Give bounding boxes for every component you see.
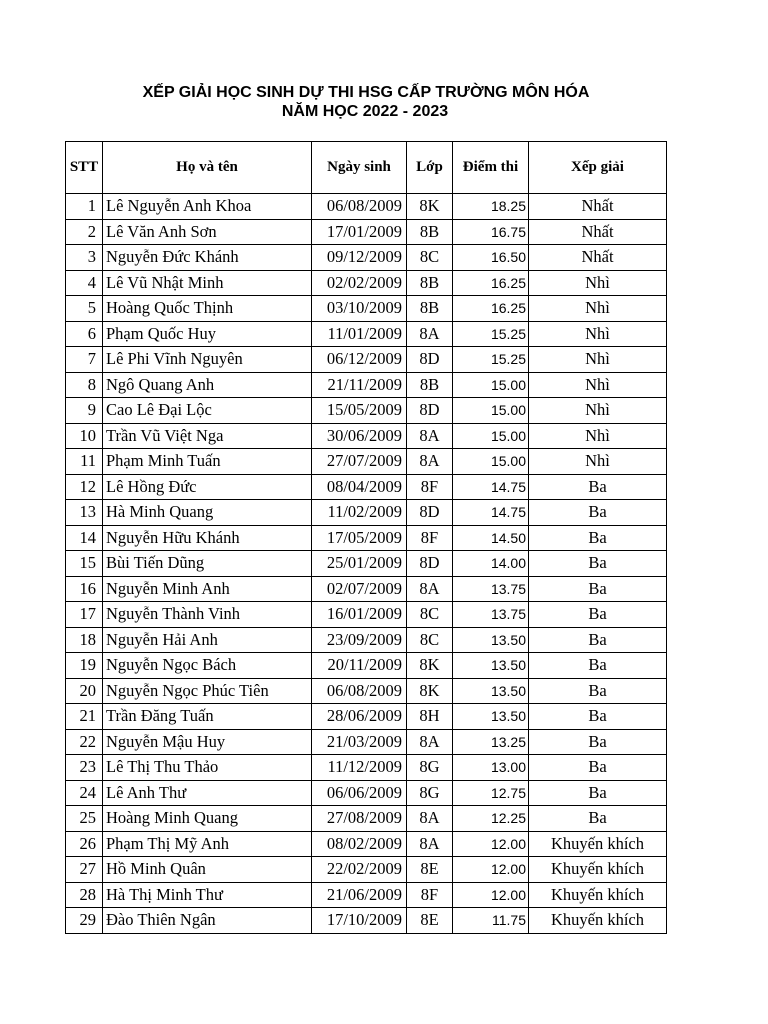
cell-dob: 17/01/2009 [312, 219, 407, 245]
cell-name: Ngô Quang Anh [103, 372, 312, 398]
cell-dob: 21/03/2009 [312, 729, 407, 755]
cell-dob: 09/12/2009 [312, 245, 407, 271]
cell-dob: 03/10/2009 [312, 296, 407, 322]
cell-dob: 06/12/2009 [312, 347, 407, 373]
cell-dob: 15/05/2009 [312, 398, 407, 424]
cell-award: Nhì [529, 398, 667, 424]
table-row [66, 908, 667, 934]
table-row [66, 474, 667, 500]
cell-name: Lê Phi Vĩnh Nguyên [103, 347, 312, 373]
cell-name: Hà Thị Minh Thư [103, 882, 312, 908]
cell-award: Ba [529, 704, 667, 730]
cell-class: 8K [407, 194, 453, 220]
cell-name: Nguyễn Đức Khánh [103, 245, 312, 271]
cell-score: 16.25 [453, 270, 529, 296]
table-row [66, 678, 667, 704]
cell-score: 14.75 [453, 500, 529, 526]
cell-dob: 06/08/2009 [312, 678, 407, 704]
cell-score: 15.00 [453, 423, 529, 449]
cell-name: Phạm Thị Mỹ Anh [103, 831, 312, 857]
cell-stt: 6 [66, 321, 103, 347]
cell-class: 8E [407, 857, 453, 883]
cell-award: Nhì [529, 347, 667, 373]
table-header-row [66, 142, 667, 194]
cell-score: 13.25 [453, 729, 529, 755]
cell-score: 15.00 [453, 449, 529, 475]
table-row [66, 270, 667, 296]
header-award: Xếp giải [529, 142, 667, 194]
cell-name: Nguyễn Hữu Khánh [103, 525, 312, 551]
table-row [66, 398, 667, 424]
cell-name: Hà Minh Quang [103, 500, 312, 526]
cell-award: Khuyến khích [529, 831, 667, 857]
cell-name: Hồ Minh Quân [103, 857, 312, 883]
cell-class: 8E [407, 908, 453, 934]
cell-stt: 9 [66, 398, 103, 424]
cell-score: 13.50 [453, 678, 529, 704]
cell-dob: 08/02/2009 [312, 831, 407, 857]
table-row [66, 449, 667, 475]
table-row [66, 219, 667, 245]
cell-stt: 12 [66, 474, 103, 500]
cell-class: 8B [407, 372, 453, 398]
cell-class: 8A [407, 729, 453, 755]
table-row [66, 347, 667, 373]
cell-stt: 14 [66, 525, 103, 551]
cell-dob: 25/01/2009 [312, 551, 407, 577]
cell-stt: 5 [66, 296, 103, 322]
table-row [66, 296, 667, 322]
cell-score: 12.00 [453, 882, 529, 908]
cell-class: 8A [407, 449, 453, 475]
cell-name: Cao Lê Đại Lộc [103, 398, 312, 424]
cell-dob: 20/11/2009 [312, 653, 407, 679]
cell-award: Ba [529, 806, 667, 832]
cell-score: 18.25 [453, 194, 529, 220]
cell-dob: 06/08/2009 [312, 194, 407, 220]
header-name: Họ và tên [103, 142, 312, 194]
cell-dob: 27/07/2009 [312, 449, 407, 475]
cell-stt: 23 [66, 755, 103, 781]
cell-award: Ba [529, 678, 667, 704]
cell-award: Ba [529, 627, 667, 653]
cell-dob: 17/10/2009 [312, 908, 407, 934]
cell-dob: 21/11/2009 [312, 372, 407, 398]
cell-class: 8B [407, 270, 453, 296]
cell-award: Ba [529, 755, 667, 781]
table-row [66, 831, 667, 857]
cell-class: 8B [407, 219, 453, 245]
cell-score: 13.50 [453, 653, 529, 679]
table-row [66, 653, 667, 679]
cell-award: Nhì [529, 321, 667, 347]
cell-dob: 08/04/2009 [312, 474, 407, 500]
cell-dob: 23/09/2009 [312, 627, 407, 653]
cell-award: Nhì [529, 423, 667, 449]
cell-class: 8H [407, 704, 453, 730]
cell-class: 8C [407, 627, 453, 653]
cell-award: Nhất [529, 194, 667, 220]
cell-name: Lê Nguyễn Anh Khoa [103, 194, 312, 220]
cell-score: 15.00 [453, 398, 529, 424]
cell-stt: 27 [66, 857, 103, 883]
cell-class: 8C [407, 602, 453, 628]
cell-score: 12.00 [453, 857, 529, 883]
cell-class: 8K [407, 678, 453, 704]
cell-dob: 17/05/2009 [312, 525, 407, 551]
cell-stt: 15 [66, 551, 103, 577]
cell-dob: 11/01/2009 [312, 321, 407, 347]
cell-score: 14.75 [453, 474, 529, 500]
cell-class: 8D [407, 551, 453, 577]
cell-class: 8D [407, 398, 453, 424]
cell-stt: 22 [66, 729, 103, 755]
cell-stt: 19 [66, 653, 103, 679]
cell-score: 14.50 [453, 525, 529, 551]
cell-award: Ba [529, 474, 667, 500]
cell-score: 13.50 [453, 704, 529, 730]
table-row [66, 576, 667, 602]
cell-award: Nhì [529, 449, 667, 475]
cell-award: Ba [529, 780, 667, 806]
cell-class: 8A [407, 831, 453, 857]
cell-score: 15.25 [453, 347, 529, 373]
cell-dob: 16/01/2009 [312, 602, 407, 628]
results-table [65, 141, 667, 934]
cell-name: Nguyễn Hải Anh [103, 627, 312, 653]
cell-class: 8F [407, 474, 453, 500]
cell-name: Hoàng Minh Quang [103, 806, 312, 832]
cell-award: Nhất [529, 219, 667, 245]
cell-class: 8A [407, 576, 453, 602]
cell-dob: 11/12/2009 [312, 755, 407, 781]
cell-name: Trần Vũ Việt Nga [103, 423, 312, 449]
cell-award: Ba [529, 576, 667, 602]
cell-score: 12.25 [453, 806, 529, 832]
cell-name: Nguyễn Minh Anh [103, 576, 312, 602]
cell-award: Ba [529, 500, 667, 526]
cell-score: 16.75 [453, 219, 529, 245]
cell-name: Bùi Tiến Dũng [103, 551, 312, 577]
cell-class: 8G [407, 755, 453, 781]
cell-stt: 25 [66, 806, 103, 832]
cell-stt: 21 [66, 704, 103, 730]
table-row [66, 525, 667, 551]
cell-stt: 13 [66, 500, 103, 526]
cell-score: 13.50 [453, 627, 529, 653]
cell-score: 16.25 [453, 296, 529, 322]
cell-award: Ba [529, 729, 667, 755]
cell-dob: 22/02/2009 [312, 857, 407, 883]
cell-stt: 20 [66, 678, 103, 704]
cell-score: 14.00 [453, 551, 529, 577]
cell-score: 15.25 [453, 321, 529, 347]
cell-stt: 4 [66, 270, 103, 296]
cell-award: Khuyến khích [529, 908, 667, 934]
cell-score: 13.00 [453, 755, 529, 781]
cell-class: 8F [407, 525, 453, 551]
cell-score: 11.75 [453, 908, 529, 934]
cell-name: Lê Thị Thu Thảo [103, 755, 312, 781]
table-row [66, 500, 667, 526]
cell-name: Nguyễn Ngọc Bách [103, 653, 312, 679]
cell-award: Nhất [529, 245, 667, 271]
cell-dob: 11/02/2009 [312, 500, 407, 526]
table-row [66, 627, 667, 653]
header-stt: STT [66, 142, 103, 194]
header-dob: Ngày sinh [312, 142, 407, 194]
cell-award: Ba [529, 551, 667, 577]
cell-score: 16.50 [453, 245, 529, 271]
cell-award: Nhì [529, 296, 667, 322]
cell-award: Ba [529, 653, 667, 679]
cell-class: 8A [407, 423, 453, 449]
cell-award: Khuyến khích [529, 882, 667, 908]
cell-award: Nhì [529, 372, 667, 398]
cell-class: 8B [407, 296, 453, 322]
cell-name: Lê Vũ Nhật Minh [103, 270, 312, 296]
table-row [66, 704, 667, 730]
cell-class: 8D [407, 500, 453, 526]
cell-name: Lê Anh Thư [103, 780, 312, 806]
table-row [66, 602, 667, 628]
cell-award: Ba [529, 602, 667, 628]
cell-name: Phạm Quốc Huy [103, 321, 312, 347]
cell-name: Hoàng Quốc Thịnh [103, 296, 312, 322]
cell-class: 8A [407, 806, 453, 832]
table-row [66, 729, 667, 755]
cell-score: 12.00 [453, 831, 529, 857]
cell-stt: 8 [66, 372, 103, 398]
table-body [66, 194, 667, 934]
cell-stt: 2 [66, 219, 103, 245]
cell-stt: 16 [66, 576, 103, 602]
cell-dob: 30/06/2009 [312, 423, 407, 449]
cell-name: Đào Thiên Ngân [103, 908, 312, 934]
table-row [66, 882, 667, 908]
cell-stt: 10 [66, 423, 103, 449]
cell-name: Phạm Minh Tuấn [103, 449, 312, 475]
cell-name: Lê Văn Anh Sơn [103, 219, 312, 245]
cell-stt: 29 [66, 908, 103, 934]
cell-class: 8K [407, 653, 453, 679]
cell-award: Khuyến khích [529, 857, 667, 883]
cell-stt: 17 [66, 602, 103, 628]
cell-name: Nguyễn Thành Vinh [103, 602, 312, 628]
cell-award: Nhì [529, 270, 667, 296]
cell-dob: 28/06/2009 [312, 704, 407, 730]
page-subtitle: NĂM HỌC 2022 - 2023 [281, 103, 449, 120]
cell-score: 15.00 [453, 372, 529, 398]
header-class: Lớp [407, 142, 453, 194]
table-row [66, 755, 667, 781]
cell-name: Nguyễn Ngọc Phúc Tiên [103, 678, 312, 704]
table-row [66, 321, 667, 347]
table-row [66, 780, 667, 806]
cell-name: Nguyễn Mậu Huy [103, 729, 312, 755]
cell-stt: 7 [66, 347, 103, 373]
header-score: Điểm thi [453, 142, 529, 194]
cell-dob: 02/07/2009 [312, 576, 407, 602]
table-row [66, 372, 667, 398]
cell-award: Ba [529, 525, 667, 551]
cell-class: 8A [407, 321, 453, 347]
cell-dob: 27/08/2009 [312, 806, 407, 832]
table-row [66, 194, 667, 220]
cell-dob: 21/06/2009 [312, 882, 407, 908]
cell-stt: 18 [66, 627, 103, 653]
cell-stt: 11 [66, 449, 103, 475]
table-row [66, 551, 667, 577]
cell-score: 13.75 [453, 576, 529, 602]
table-row [66, 857, 667, 883]
cell-dob: 02/02/2009 [312, 270, 407, 296]
cell-dob: 06/06/2009 [312, 780, 407, 806]
cell-class: 8G [407, 780, 453, 806]
cell-stt: 1 [66, 194, 103, 220]
page-title: XẾP GIẢI HỌC SINH DỰ THI HSG CẤP TRƯỜNG MÔN HÓA [142, 84, 590, 101]
cell-stt: 24 [66, 780, 103, 806]
table-row [66, 423, 667, 449]
cell-score: 12.75 [453, 780, 529, 806]
cell-class: 8D [407, 347, 453, 373]
cell-stt: 28 [66, 882, 103, 908]
table-row [66, 245, 667, 271]
table-row [66, 806, 667, 832]
cell-class: 8F [407, 882, 453, 908]
cell-stt: 26 [66, 831, 103, 857]
cell-name: Lê Hồng Đức [103, 474, 312, 500]
cell-score: 13.75 [453, 602, 529, 628]
cell-name: Trần Đăng Tuấn [103, 704, 312, 730]
cell-class: 8C [407, 245, 453, 271]
cell-stt: 3 [66, 245, 103, 271]
